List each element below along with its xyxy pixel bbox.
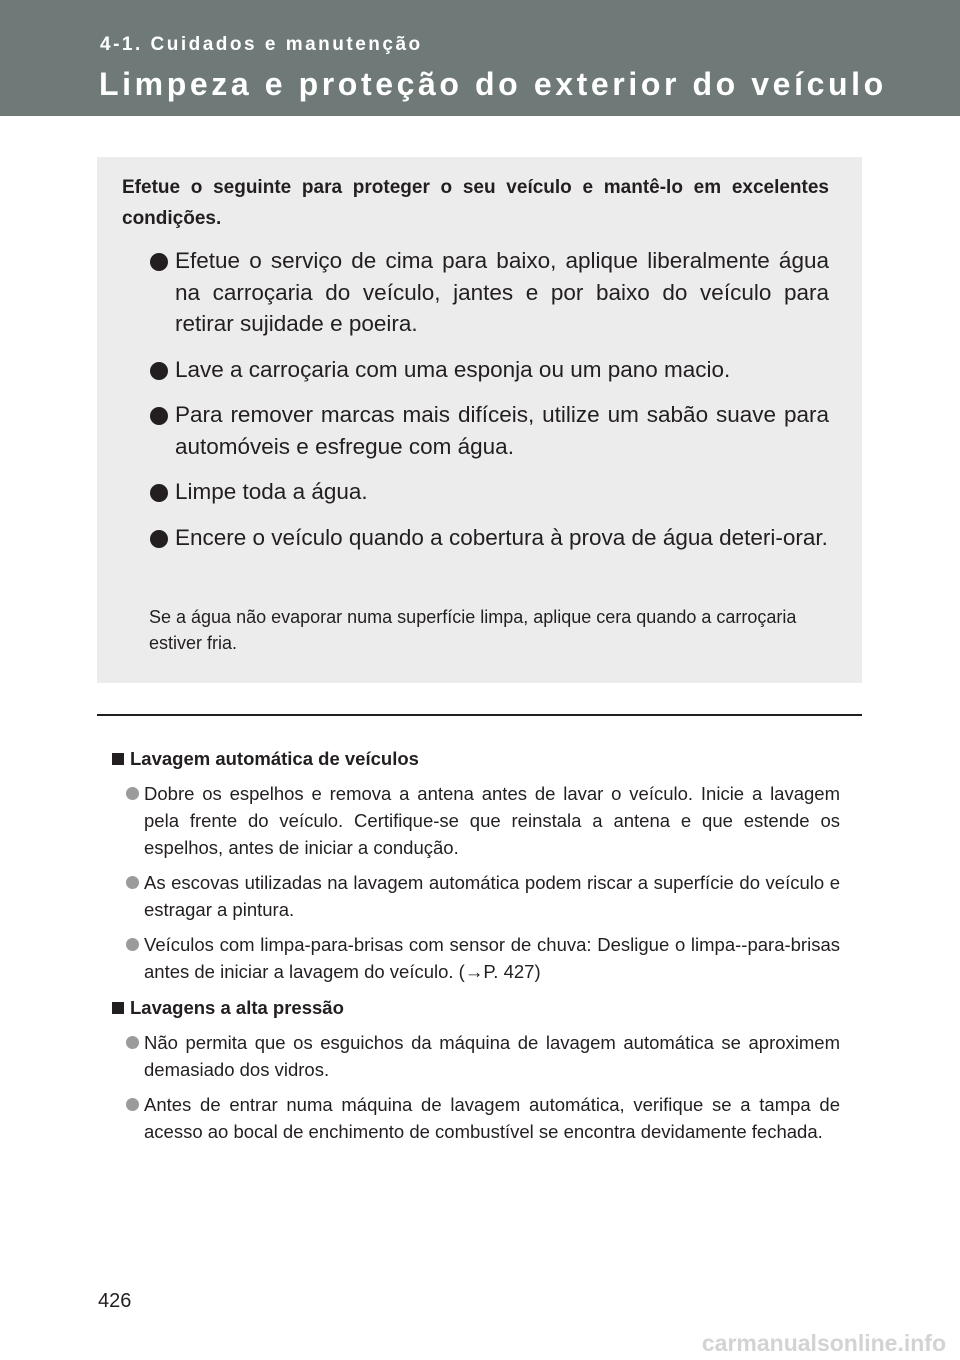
info-box-bullet-list (150, 245, 829, 567)
list-item (126, 869, 840, 923)
subsection-title: Lavagem automática de veículos (130, 748, 419, 769)
page-number: 426 (98, 1290, 132, 1312)
info-box-note: Se a água não evaporar numa superfície limpa, aplique cera quando a carroçaria estiver fria. (149, 607, 797, 653)
info-bullet (150, 522, 829, 554)
list-item-text: Não permita que os esguichos da máquina de lavagem automática se aproximem demasiado dos vidros. (144, 1032, 840, 1080)
circle-bullet-icon (126, 1036, 139, 1049)
chapter-header (0, 0, 960, 116)
notes-content (112, 740, 840, 1153)
section-label: 4-1. Cuidados e manutenção (100, 34, 423, 55)
info-bullet (150, 399, 829, 462)
list-item-text: Dobre os espelhos e remova a antena antes de lavar o veículo. Inicie a lavagem pela frente do veículo. Certifique-se que reinstala a antena e que estende os espelhos, antes de iniciar a condução. (144, 783, 840, 858)
subsection-title: Lavagens a alta pressão (130, 997, 344, 1018)
subsection-heading (112, 993, 840, 1023)
list-item (126, 1029, 840, 1083)
list-item (126, 931, 840, 985)
info-bullet (150, 354, 829, 386)
list-item (126, 780, 840, 861)
square-bullet-icon (112, 1002, 124, 1014)
list-item-text: As escovas utilizadas na lavagem automática podem riscar a superfície do veículo e estragar a pintura. (144, 872, 840, 920)
list-item (126, 1091, 840, 1145)
subsection-heading (112, 744, 840, 774)
info-bullet-text: Efetue o serviço de cima para baixo, aplique liberalmente água na carroçaria do veículo, jantes e por baixo do veículo para retirar sujidade e poeira. (175, 248, 829, 336)
section-divider (97, 714, 862, 716)
info-bullet-text: Para remover marcas mais difíceis, utilize um sabão suave para automóveis e esfregue com água. (175, 402, 829, 459)
info-bullet-text: Limpe toda a água. (175, 479, 368, 504)
info-bullet (150, 245, 829, 340)
bullet-dot-icon (150, 407, 168, 425)
info-bullet-text: Lave a carroçaria com uma esponja ou um pano macio. (175, 356, 731, 382)
circle-bullet-icon (126, 938, 139, 951)
bullet-dot-icon (150, 484, 168, 502)
info-bullet-text: Encere o veículo quando a cobertura à prova de água deteri-orar. (175, 524, 828, 550)
square-bullet-icon (112, 753, 124, 765)
circle-bullet-icon (126, 876, 139, 889)
bullet-dot-icon (150, 362, 168, 380)
info-bullet (150, 476, 829, 508)
bullet-dot-icon (150, 253, 168, 271)
list-item-text: Veículos com limpa-para-brisas com sensor de chuva: Desligue o limpa--para-brisas antes de iniciar a lavagem do veículo. (→P. 427) (144, 934, 840, 982)
circle-bullet-icon (126, 1098, 139, 1111)
page-title: Limpeza e proteção do exterior do veículo (99, 66, 887, 102)
circle-bullet-icon (126, 787, 139, 800)
list-item-text: Antes de entrar numa máquina de lavagem automática, verifique se a tampa de acesso ao bocal de enchimento de combustível se encontra devidamente fechada. (144, 1094, 840, 1142)
bullet-dot-icon (150, 530, 168, 548)
watermark: carmanualsonline.info (701, 1330, 946, 1356)
info-box-intro: Efetue o seguinte para proteger o seu veículo e mantê-lo em excelentes condições. (122, 177, 829, 229)
